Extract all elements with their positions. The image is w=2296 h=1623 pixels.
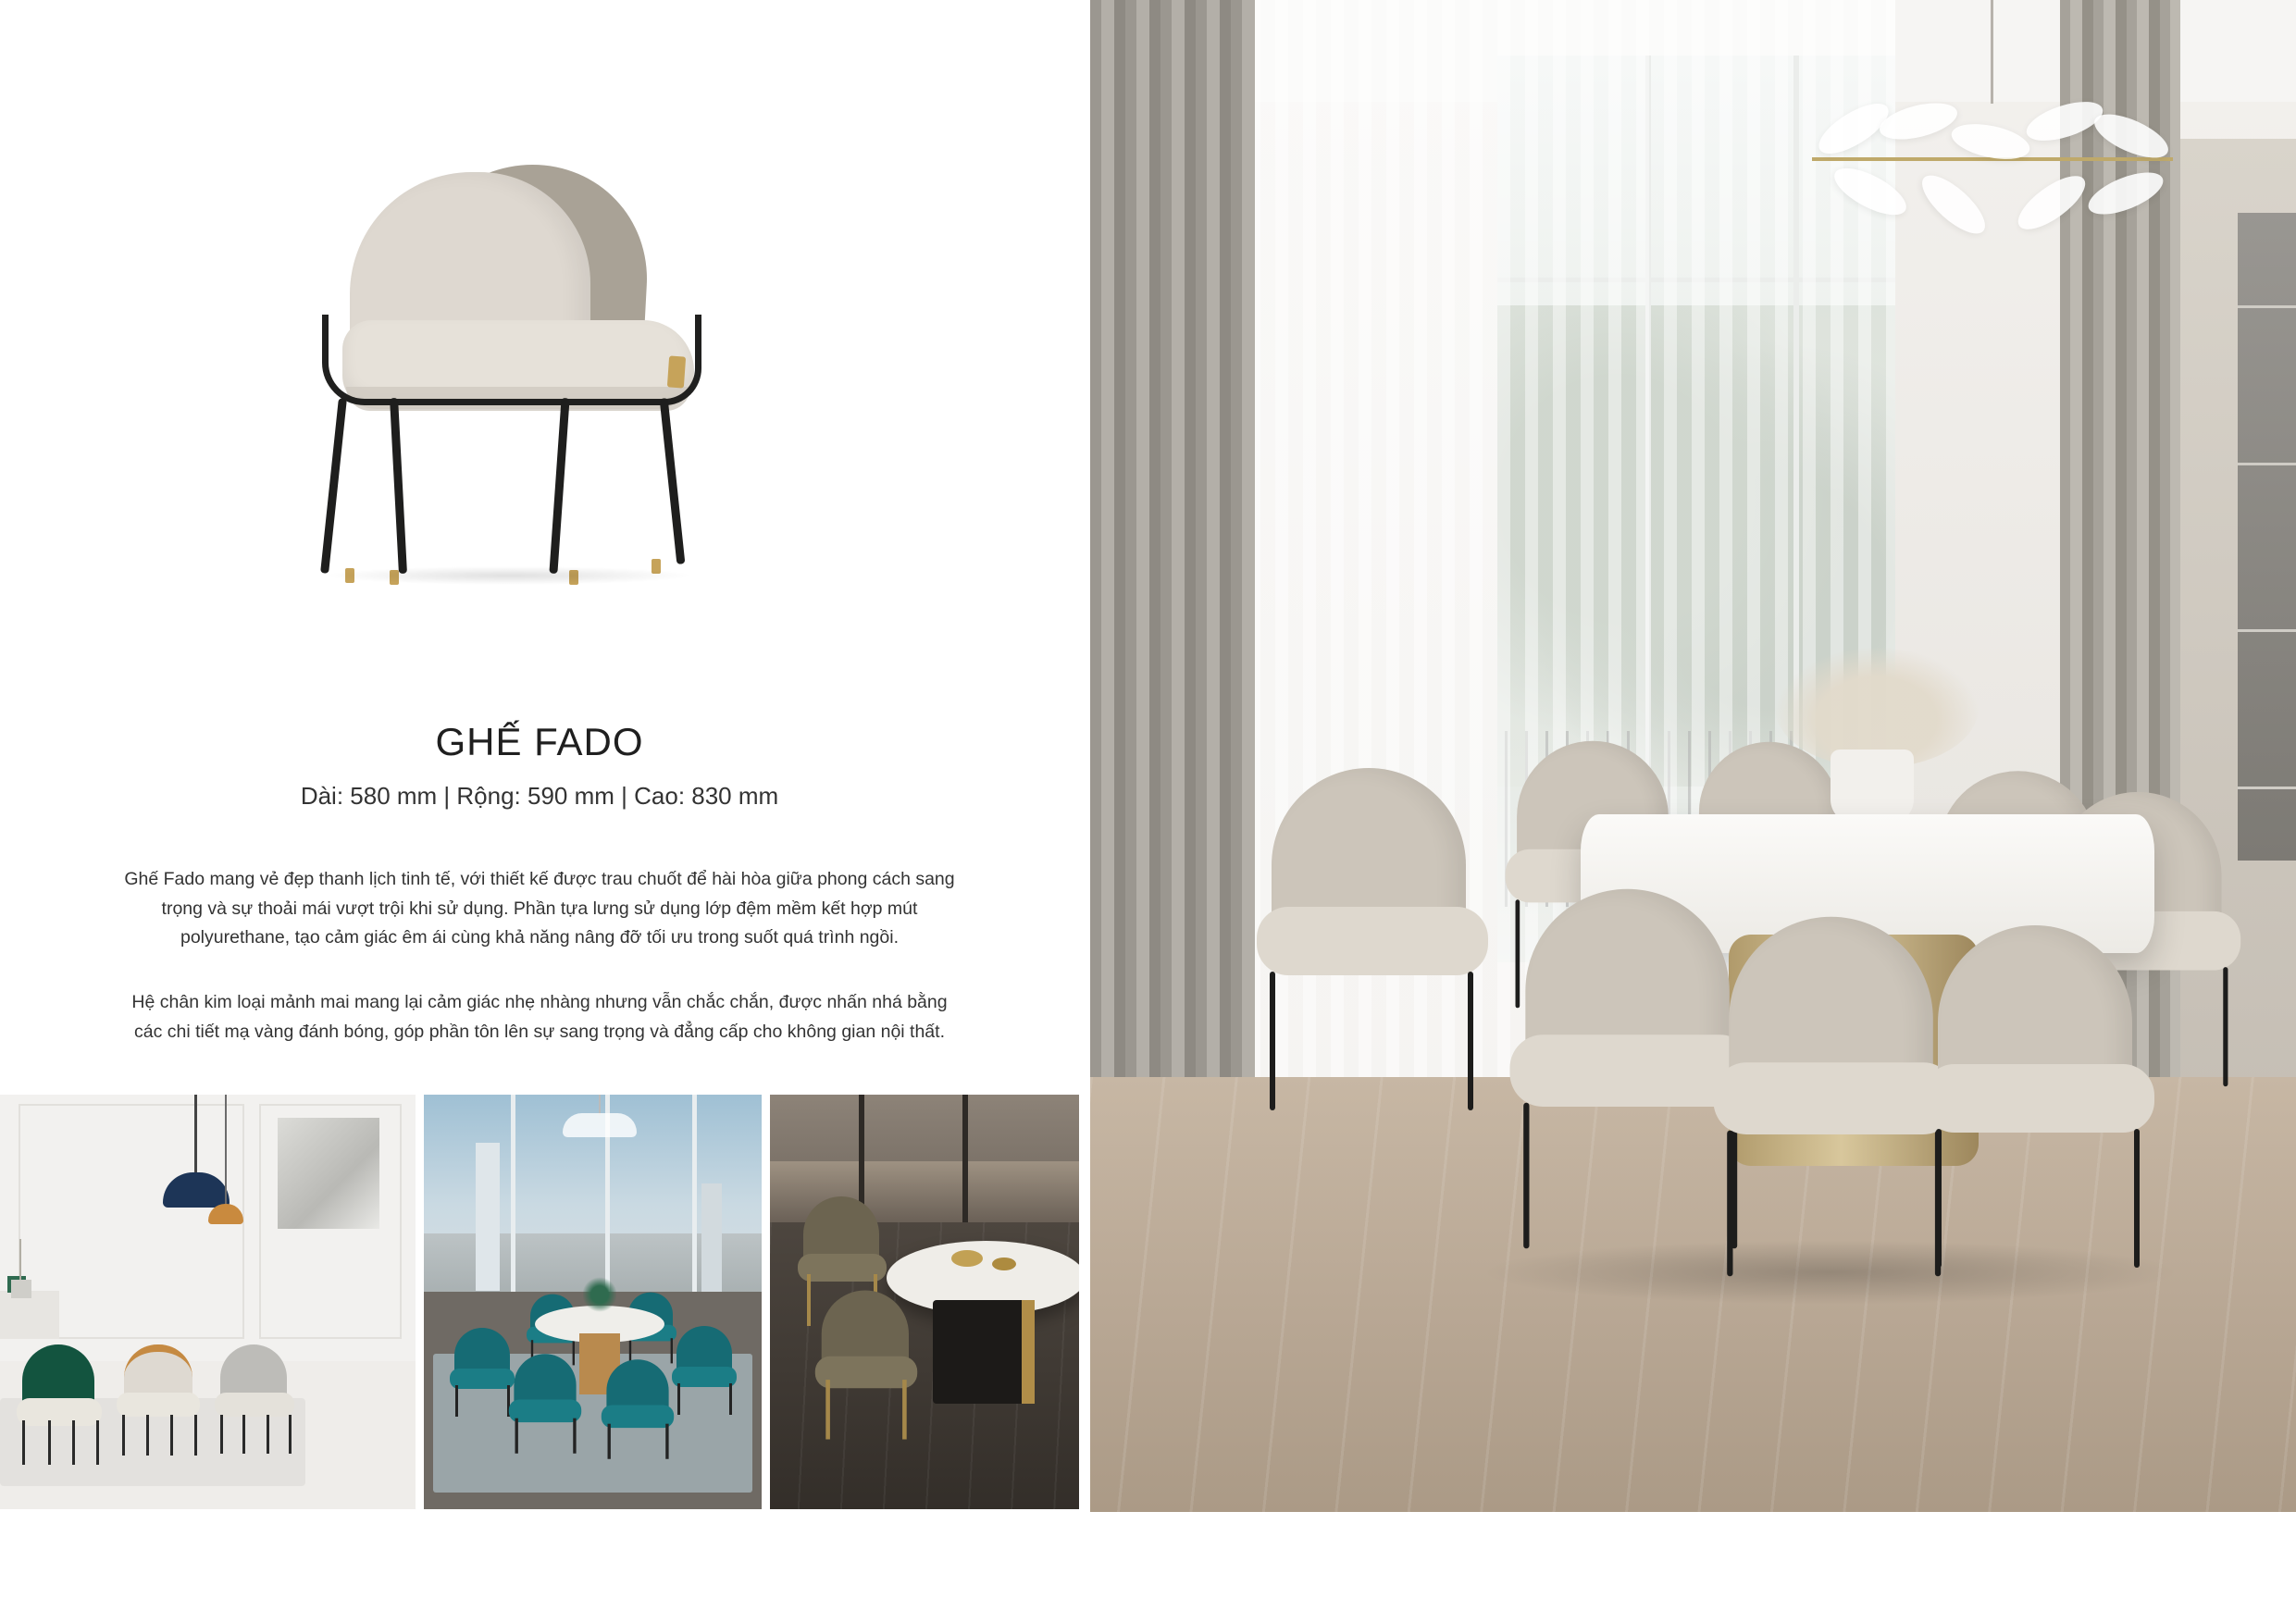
chandelier-cord xyxy=(599,1095,601,1115)
chair-leg xyxy=(608,1424,611,1459)
chair-leg xyxy=(515,1419,518,1454)
chair-leg xyxy=(122,1415,125,1456)
chair-leg xyxy=(677,1383,680,1415)
chair-leg xyxy=(1468,972,1473,1110)
thumbnail-showroom-three-chairs[interactable] xyxy=(0,1095,416,1509)
thumb1-wall-art xyxy=(278,1118,379,1229)
chair-seat xyxy=(672,1367,737,1387)
chair-leg xyxy=(1523,1103,1529,1249)
chair-floor-shadow xyxy=(324,566,694,585)
chair-seat xyxy=(215,1393,294,1417)
chair-leg xyxy=(573,1419,576,1454)
thumb3-gold-bowl xyxy=(951,1250,983,1267)
chair-leg xyxy=(267,1415,269,1454)
thumb3-table-base-gold xyxy=(1022,1300,1035,1404)
chair-leg xyxy=(825,1380,830,1439)
chandelier-petal xyxy=(1876,96,1961,146)
thumbnail-strip xyxy=(0,1095,1079,1509)
thumb1-plant-pot xyxy=(11,1280,31,1298)
chair-leg xyxy=(665,1424,668,1459)
thumb3-table-base xyxy=(933,1300,1029,1404)
chair-seat xyxy=(509,1400,581,1423)
cabinet-shelf xyxy=(2238,305,2296,308)
thumb1-pendant-cord xyxy=(225,1095,227,1206)
chair-leg xyxy=(807,1274,811,1326)
chair-gold-accent xyxy=(667,355,686,388)
thumb1-plant xyxy=(7,1233,35,1298)
chair-seat xyxy=(1923,1064,2154,1133)
product-description-paragraph-1: Ghế Fado mang vẻ đẹp thanh lịch tinh tế, với thiết kế được trau chuốt để hài hòa giữa phong cách sang trọng và sự thoải mái vượt trội khi sử dụng. Phần tựa lưng sử dụng lớp đệm mềm kết hợp mút polyurethane, tạo cảm giác êm ái cùng khả năng nâng đỡ tối ưu trong suốt quá trình ngồi. xyxy=(124,869,955,948)
thumbnail-teal-dining-city-view[interactable] xyxy=(424,1095,762,1509)
main-interior-image xyxy=(1090,0,2296,1512)
chair-leg xyxy=(146,1415,149,1456)
cabinet-shelf xyxy=(2238,787,2296,789)
dining-chair xyxy=(1257,768,1497,1110)
thumb2-tower xyxy=(476,1143,500,1291)
vase xyxy=(1831,750,1914,824)
fado-chair-illustration xyxy=(305,120,824,750)
chandelier-shade xyxy=(563,1113,637,1137)
chandelier-rod xyxy=(1991,0,1993,104)
chair-leg xyxy=(729,1383,732,1415)
thumb2-centerpiece-plant xyxy=(583,1276,616,1313)
chair-leg xyxy=(22,1420,25,1465)
cabinet-glass-display xyxy=(2238,213,2296,861)
product-description-paragraph-2: Hệ chân kim loại mảnh mai mang lại cảm giác nhẹ nhàng nhưng vẫn chắc chắn, được nhấn nhá bằng các chi tiết mạ vàng đánh bóng, góp phần tôn lên sự sang trọng và đẳng cấp cho không gian nội thất. xyxy=(131,992,948,1042)
chandelier xyxy=(1793,104,2191,270)
chair-leg xyxy=(96,1420,99,1465)
product-title: GHẾ FADO xyxy=(435,720,644,763)
chandelier-petal xyxy=(2083,164,2168,223)
thumb2-window-mullion xyxy=(692,1095,697,1294)
chair-leg xyxy=(48,1420,51,1465)
chair-leg xyxy=(1727,1131,1732,1277)
chair-leg xyxy=(1270,972,1275,1110)
thumbnail-round-table-dark-floor[interactable] xyxy=(770,1095,1079,1509)
chair-leg xyxy=(2134,1129,2140,1268)
thumb2-chair-teal xyxy=(602,1359,674,1459)
chandelier-petal xyxy=(1828,159,1913,224)
chair-leg xyxy=(242,1415,245,1454)
chair-leg xyxy=(170,1415,173,1456)
chair-metal-frame xyxy=(322,315,701,405)
thumb1-pendant-cord xyxy=(194,1095,197,1176)
thumb2-chair-teal xyxy=(450,1328,515,1417)
chair-leg xyxy=(549,398,569,574)
product-info-column xyxy=(0,0,1079,1623)
chair-seat xyxy=(1257,907,1488,975)
cabinet-shelf xyxy=(2238,463,2296,465)
thumb1-chair-beige xyxy=(117,1344,200,1456)
chair-leg xyxy=(194,1415,197,1456)
thumb3-chair-olive xyxy=(815,1291,917,1440)
product-dimensions: Dài: 580 mm | Rộng: 590 mm | Cao: 830 mm xyxy=(300,782,779,810)
thumb3-window-frame xyxy=(962,1095,968,1226)
chandelier-petal xyxy=(2010,167,2093,239)
chair-leg xyxy=(660,398,686,564)
chair-seat xyxy=(450,1369,515,1389)
chandelier-petal xyxy=(1914,167,1994,243)
thumb3-gold-bowl xyxy=(992,1258,1016,1270)
thumb2-chandelier xyxy=(563,1095,637,1159)
thumb1-chair-gray xyxy=(215,1344,294,1454)
thumb2-window-mullion xyxy=(511,1095,515,1294)
chair-leg xyxy=(902,1380,907,1439)
thumb2-chair-teal xyxy=(509,1354,581,1454)
chair-leg xyxy=(320,398,347,574)
chair-leg xyxy=(2223,967,2228,1086)
chair-seat xyxy=(1714,1062,1957,1134)
thumb2-chair-teal xyxy=(672,1326,737,1415)
hero-product-image xyxy=(0,56,1079,703)
chair-leg xyxy=(455,1385,458,1417)
chair-leg xyxy=(72,1420,75,1465)
chair-seat xyxy=(117,1393,200,1417)
thumb2-tower xyxy=(701,1183,722,1293)
chair-leg xyxy=(390,398,407,574)
chair-seat xyxy=(17,1398,102,1426)
thumb1-chair-green xyxy=(17,1344,102,1465)
cabinet-shelf xyxy=(2238,629,2296,632)
dining-chair xyxy=(1923,925,2164,1268)
chair-leg xyxy=(1936,1129,1942,1268)
thumb1-plant-stem xyxy=(19,1239,21,1282)
chair-leg xyxy=(289,1415,292,1454)
chair-seat xyxy=(602,1406,674,1429)
chair-leg xyxy=(220,1415,223,1454)
